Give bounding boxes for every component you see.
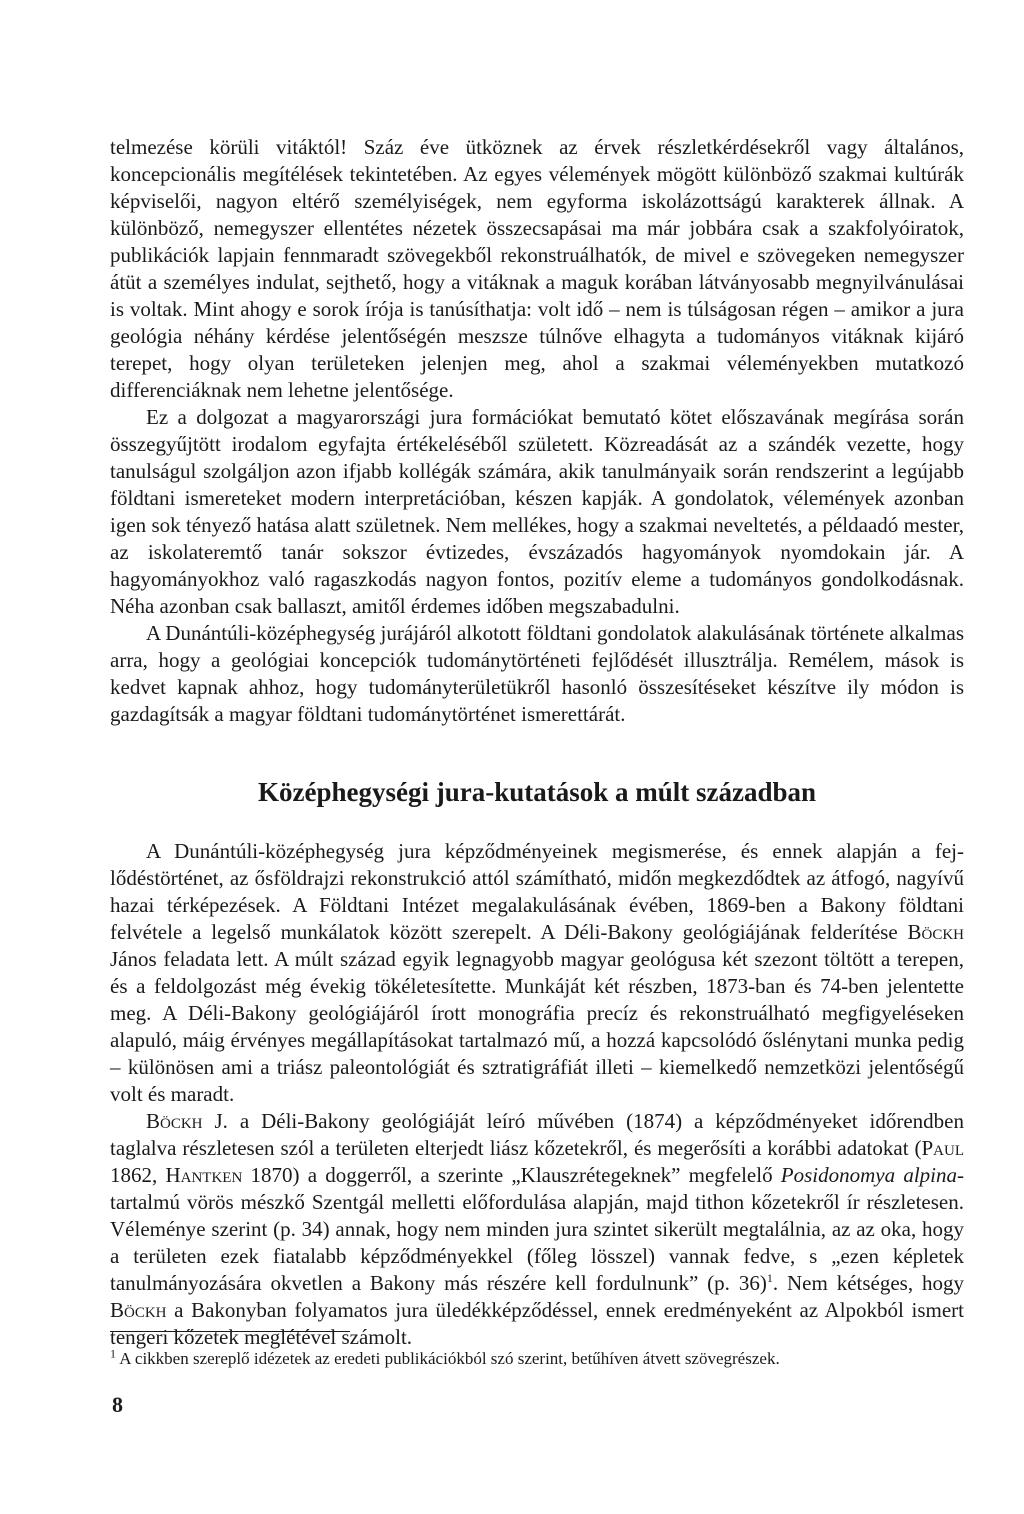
section-heading: Középhegységi jura-kutatások a múlt században (257, 777, 817, 807)
paragraph-bockh (110, 1108, 964, 1351)
text-span: a Bakonyban folyamatos jura üledékképződéssel, ennek eredményeként az Alpokból ismert tengeri kőzetek meglétével számolt. (110, 1298, 964, 1349)
species-name: Posidonomya alpina (780, 1163, 957, 1187)
footnote (110, 1348, 964, 1370)
footnote-reference[interactable]: 1 (766, 1271, 773, 1285)
author-name-bockh: Böckh (907, 920, 964, 944)
footnote-divider (110, 1331, 350, 1332)
body-text (110, 134, 964, 1351)
page-number: 8 (112, 1392, 123, 1417)
author-name-hantken: Hantken (165, 1163, 243, 1187)
text-span: . Nem kétséges, hogy (772, 1271, 964, 1295)
author-name-paul: Paul (921, 1136, 964, 1160)
footnote-text: A cikkben szereplő idézetek az eredeti publikációkból szó szerint, betűhíven átvett szövegrészek. (116, 1349, 780, 1368)
paragraph-dunantuli: A Dunántúli-középhegység jurájáról alkotott földtani gondolatok alakulásának története alkalmas arra, hogy a geológiai koncepciók tudománytörténeti fejlődését illusztrálja. Remélem, mások is kedvet kapnak ahhoz, hogy tudományterületükről hasonló összesítéseket készítve ily módon is gazdagítsák a magyar földtani tudománytörténet ismerettárát. (110, 621, 964, 726)
author-name-bockh: Böckh (110, 1298, 167, 1322)
paragraph-dolgozat: Ez a dolgozat a magyarországi jura formációkat bemutató kötet előszavának megírása során összegyűjtött irodalom egyfajta értékeléséből született. Közreadását az a szándék vezette, hogy tanulságul szolgáljon azon ifjabb kollégák számára, akik tanulmányaik során rendszerint a legújabb földtani ismereteket modern interpretációban, készen kapják. A gondolatok, vélemények azonban igen sok tényező hatása alatt születnek. Nem mellékes, hogy a szakmai neveltetés, a példaadó mester, az iskolateremtő tanár sokszor évtizedes, évszázadós hagyományok nyomdokain jár. A hagyományokhoz való ragaszkodás nagyon fontos, pozitív eleme a tudományos gondolkodásnak. Néha azonban csak ballaszt, amitől érdemes időben megszabadulni. (110, 405, 964, 618)
paragraph-continued: telmezése körüli vitáktól! Száz éve ütköznek az érvek részletkérdésekről vagy általános, koncepcionális megítélések tekintetében. Az egyes vélemények mögött különböző szakmai kultúrák képviselői, nagyon eltérő személyiségek, nem egyforma iskolázottságú karakterek állnak. A különböző, nemegyszer ellentétes nézetek összecsapásai ma már jobbára csak a szakfolyóiratok, publikációk lapjain fennmaradt szövegekből rekonstruálhatók, de mivel e szövegeken nemegyszer átüt a személyes indulat, sejthető, hogy a vitáknak a maguk korában látványosabb megnyilvánulásai is voltak. Mint ahogy e sorok írója is tanúsíthatja: volt idő – nem is túlságosan régen – amikor a jura geológia néhány kérdése jelentőségén meszsze túlnőve elhagyta a tudományos vitáknak kijáró terepet, hogy olyan területeken jelenjen meg, ahol a szakmai véleményekben mutatkozó differenciáknak nem lehetne jelentősége. (110, 135, 964, 402)
text-span: 1870) a doggerről, a szerinte „Klauszrétegeknek” megfelelő (242, 1163, 781, 1187)
footnote-marker: 1 (110, 1346, 116, 1361)
paragraph-megismerese (110, 838, 964, 1108)
text-span: 1862, (110, 1163, 166, 1187)
author-name-bockh: Böckh (146, 1109, 203, 1133)
text-span: A Dunántúli-középhegység jura képződményeinek megismerése, és ennek alapján a fejlődéstörténet, az ősföldrajzi rekonstrukció attól számítható, midőn megkezdődtek az átfogó, nagyívű hazai térképezések. A Földtani Intézet megalakulásának évében, 1869-ben a Bakony földtani felvétele a legelső munkálatok között szerepelt. A Déli-Bakony geológiájának felderítése (110, 839, 964, 944)
text-span: János feladata lett. A múlt század egyik legnagyobb magyar geológusa két szezont töltött a terepen, és a feldolgozást még évekig tökéletesítette. Munkáját két részben, 1873-ban és 74-ben jelentette meg. A Déli-Bakony geológiájáról írott monográfia precíz és rekonstruálható megfigyeléseken alapuló, máig érvényes megállapításokat tartalmazó mű, a hozzá kapcsolódó őslénytani munka pedig – különösen ami a triász paleontológiát és sztratigráfiát illeti – kiemelkedő nemzetközi jelentőségű volt és maradt. (110, 947, 964, 1106)
text-span: J. a Déli-Bakony geológiáját leíró művében (1874) a képződményeket időrendben taglalva részletesen szól a területen elterjedt liász kőzetekről, és megerősíti a korábbi adatokat ( (110, 1109, 964, 1160)
text-span: -tartalmú vörös mészkő Szentgál melletti előfordulása alapján, majd tithon kőzetekről ír részletesen. Véleménye szerint (p. 34) annak, hogy nem minden jura szintet sikerült megtalálnia, az az oka, hogy a területen ezek fiatalabb képződményekkel (főleg lösszel) vannak fedve, s „ezen képletek tanulmányozására okvetlen a Bakony más részére kell fordulnunk” (p. 36) (110, 1163, 964, 1295)
